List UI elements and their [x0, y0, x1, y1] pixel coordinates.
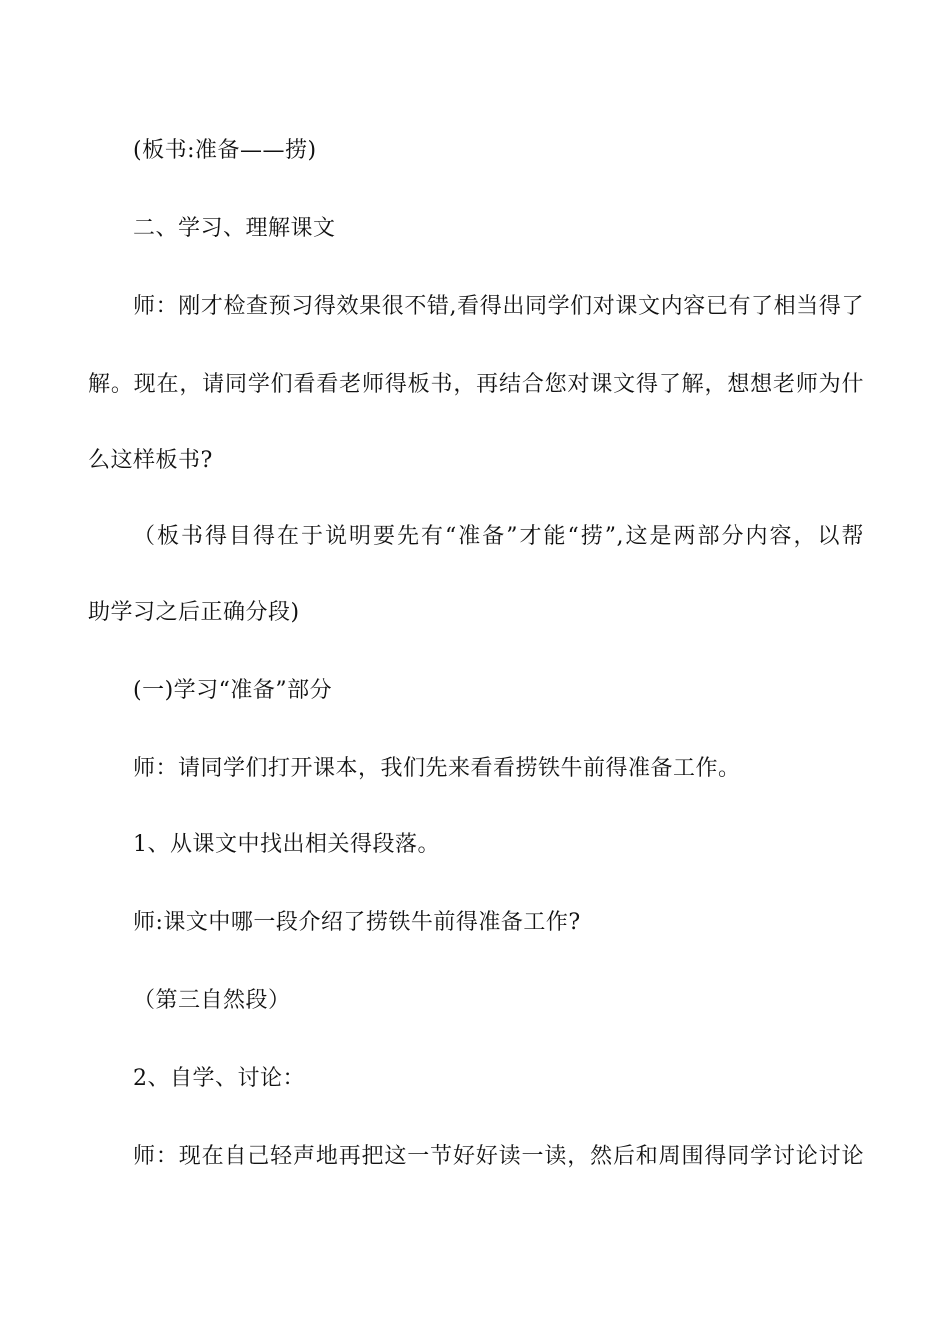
- list-item: 1、从课文中找出相关得段落。: [133, 832, 440, 857]
- paragraph-line: 助学习之后正确分段): [88, 600, 300, 625]
- board-note-line: (板书:准备——捞): [133, 138, 317, 163]
- section-heading: 二、学习、理解课文: [133, 216, 336, 241]
- paragraph-line: 解。现在，请同学们看看老师得板书，再结合您对课文得了解，想想老师为什: [88, 372, 864, 397]
- paragraph-line: 师:课文中哪一段介绍了捞铁牛前得准备工作?: [133, 910, 581, 935]
- paragraph-line: 师：请同学们打开课本，我们先来看看捞铁牛前得准备工作。: [133, 756, 741, 781]
- list-item: 2、自学、讨论：: [133, 1066, 305, 1091]
- paragraph-line: （板书得目得在于说明要先有“准备”才能“捞”,这是两部分内容，以帮: [133, 524, 864, 549]
- paragraph-line: 师：刚才检查预习得效果很不错,看得出同学们对课文内容已有了相当得了: [133, 294, 864, 319]
- paragraph-line: （第三自然段）: [133, 988, 291, 1013]
- paragraph-line: 师：现在自己轻声地再把这一节好好读一读，然后和周围得同学讨论讨论: [133, 1144, 864, 1169]
- paragraph-line: 么这样板书?: [88, 448, 213, 473]
- subsection-heading: (一)学习“准备”部分: [133, 678, 333, 703]
